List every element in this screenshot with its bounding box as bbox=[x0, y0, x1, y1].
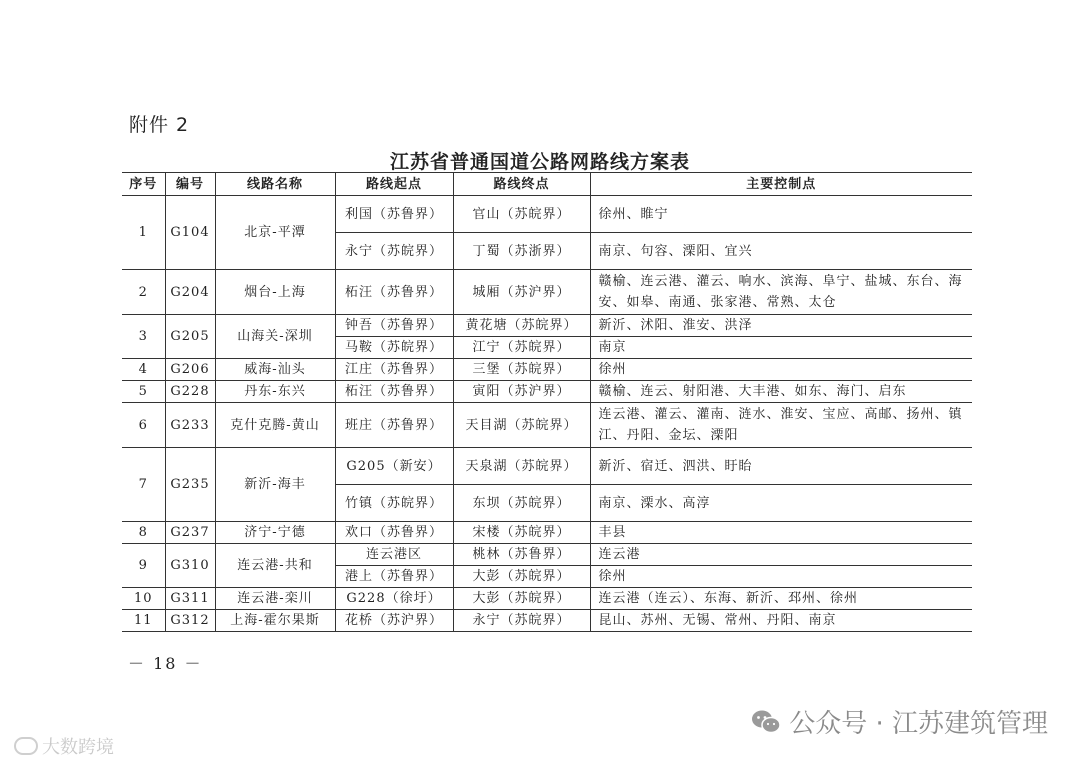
header-cell: 路线起点 bbox=[335, 173, 453, 196]
route-code: G233 bbox=[165, 403, 215, 448]
table-row bbox=[122, 610, 972, 632]
wechat-icon bbox=[751, 709, 781, 735]
route-start: 钟吾（苏鲁界） bbox=[335, 315, 453, 337]
watermark-left-text: 大数跨境 bbox=[42, 737, 114, 758]
route-start: 竹镇（苏皖界） bbox=[335, 485, 453, 522]
watermark-right-text: 公众号 · 江苏建筑管理 bbox=[789, 709, 1048, 739]
route-end: 官山（苏皖界） bbox=[453, 196, 590, 233]
route-end: 寅阳（苏沪界） bbox=[453, 381, 590, 403]
control-points: 连云港、灌云、灌南、涟水、淮安、宝应、高邮、扬州、镇江、丹阳、金坛、溧阳 bbox=[590, 403, 972, 448]
route-code: G104 bbox=[165, 196, 215, 270]
route-code: G312 bbox=[165, 610, 215, 632]
control-points: 赣榆、连云港、灌云、响水、滨海、阜宁、盐城、东台、海安、如皋、南通、张家港、常熟、太仓 bbox=[590, 270, 972, 315]
appendix-label: 附件 2 bbox=[129, 114, 190, 136]
route-start: 连云港区 bbox=[335, 544, 453, 566]
route-number: 9 bbox=[122, 544, 165, 588]
route-end: 天泉湖（苏皖界） bbox=[453, 448, 590, 485]
route-name: 克什克腾-黄山 bbox=[215, 403, 335, 448]
control-points: 南京、溧水、高淳 bbox=[590, 485, 972, 522]
route-end: 永宁（苏皖界） bbox=[453, 610, 590, 632]
route-number: 7 bbox=[122, 448, 165, 522]
route-code: G237 bbox=[165, 522, 215, 544]
route-name: 新沂-海丰 bbox=[215, 448, 335, 522]
route-code: G206 bbox=[165, 359, 215, 381]
control-points: 徐州、睢宁 bbox=[590, 196, 972, 233]
control-points: 昆山、苏州、无锡、常州、丹阳、南京 bbox=[590, 610, 972, 632]
control-points: 徐州 bbox=[590, 359, 972, 381]
control-points: 连云港 bbox=[590, 544, 972, 566]
route-code: G204 bbox=[165, 270, 215, 315]
route-start: 班庄（苏鲁界） bbox=[335, 403, 453, 448]
control-points: 丰县 bbox=[590, 522, 972, 544]
route-code: G205 bbox=[165, 315, 215, 359]
route-name: 山海关-深圳 bbox=[215, 315, 335, 359]
route-number: 4 bbox=[122, 359, 165, 381]
route-number: 10 bbox=[122, 588, 165, 610]
route-code: G235 bbox=[165, 448, 215, 522]
route-start: G205（新安） bbox=[335, 448, 453, 485]
route-name: 连云港-栾川 bbox=[215, 588, 335, 610]
control-points: 南京、句容、溧阳、宜兴 bbox=[590, 233, 972, 270]
table-row bbox=[122, 522, 972, 544]
route-number: 3 bbox=[122, 315, 165, 359]
route-end: 大彭（苏皖界） bbox=[453, 566, 590, 588]
control-points: 赣榆、连云、射阳港、大丰港、如东、海门、启东 bbox=[590, 381, 972, 403]
route-start: 永宁（苏皖界） bbox=[335, 233, 453, 270]
route-number: 1 bbox=[122, 196, 165, 270]
table-row bbox=[122, 359, 972, 381]
control-points: 新沂、宿迁、泗洪、盱眙 bbox=[590, 448, 972, 485]
watermark-left bbox=[14, 733, 114, 759]
route-table bbox=[122, 172, 972, 632]
route-number: 11 bbox=[122, 610, 165, 632]
route-start: 花桥（苏沪界） bbox=[335, 610, 453, 632]
table-row bbox=[122, 270, 972, 315]
route-number: 2 bbox=[122, 270, 165, 315]
route-code: G310 bbox=[165, 544, 215, 588]
route-name: 烟台-上海 bbox=[215, 270, 335, 315]
header-cell: 序号 bbox=[122, 173, 165, 196]
table-row bbox=[122, 544, 972, 566]
route-start: 马鞍（苏皖界） bbox=[335, 337, 453, 359]
route-name: 连云港-共和 bbox=[215, 544, 335, 588]
route-end: 丁蜀（苏浙界） bbox=[453, 233, 590, 270]
route-start: 港上（苏鲁界） bbox=[335, 566, 453, 588]
route-end: 天目湖（苏皖界） bbox=[453, 403, 590, 448]
route-name: 上海-霍尔果斯 bbox=[215, 610, 335, 632]
route-name: 济宁-宁德 bbox=[215, 522, 335, 544]
route-end: 东坝（苏皖界） bbox=[453, 485, 590, 522]
control-points: 新沂、沭阳、淮安、洪泽 bbox=[590, 315, 972, 337]
control-points: 徐州 bbox=[590, 566, 972, 588]
table-row bbox=[122, 196, 972, 233]
route-number: 6 bbox=[122, 403, 165, 448]
route-name: 威海-汕头 bbox=[215, 359, 335, 381]
header-cell: 路线终点 bbox=[453, 173, 590, 196]
route-start: 江庄（苏鲁界） bbox=[335, 359, 453, 381]
route-code: G311 bbox=[165, 588, 215, 610]
cloud-logo-icon bbox=[14, 737, 38, 755]
route-end: 三堡（苏皖界） bbox=[453, 359, 590, 381]
control-points: 连云港（连云）、东海、新沂、邳州、徐州 bbox=[590, 588, 972, 610]
page-number: － 18 － bbox=[128, 654, 203, 673]
route-end: 桃林（苏鲁界） bbox=[453, 544, 590, 566]
header-cell: 编号 bbox=[165, 173, 215, 196]
route-start: 利国（苏鲁界） bbox=[335, 196, 453, 233]
header-cell: 主要控制点 bbox=[590, 173, 972, 196]
watermark-right bbox=[751, 703, 1048, 740]
route-start: G228（徐圩） bbox=[335, 588, 453, 610]
route-start: 欢口（苏鲁界） bbox=[335, 522, 453, 544]
table-row bbox=[122, 448, 972, 485]
table-title: 江苏省普通国道公路网路线方案表 bbox=[389, 151, 690, 173]
table-row bbox=[122, 403, 972, 448]
route-end: 黄花塘（苏皖界） bbox=[453, 315, 590, 337]
route-end: 城厢（苏沪界） bbox=[453, 270, 590, 315]
route-number: 5 bbox=[122, 381, 165, 403]
table-row bbox=[122, 588, 972, 610]
route-end: 宋楼（苏皖界） bbox=[453, 522, 590, 544]
route-number: 8 bbox=[122, 522, 165, 544]
route-name: 北京-平潭 bbox=[215, 196, 335, 270]
table-row bbox=[122, 381, 972, 403]
route-code: G228 bbox=[165, 381, 215, 403]
route-start: 柘汪（苏鲁界） bbox=[335, 270, 453, 315]
table-row bbox=[122, 315, 972, 337]
header-cell: 线路名称 bbox=[215, 173, 335, 196]
route-end: 大彭（苏皖界） bbox=[453, 588, 590, 610]
route-start: 柘汪（苏鲁界） bbox=[335, 381, 453, 403]
route-end: 江宁（苏皖界） bbox=[453, 337, 590, 359]
header-row bbox=[122, 173, 972, 196]
route-name: 丹东-东兴 bbox=[215, 381, 335, 403]
control-points: 南京 bbox=[590, 337, 972, 359]
